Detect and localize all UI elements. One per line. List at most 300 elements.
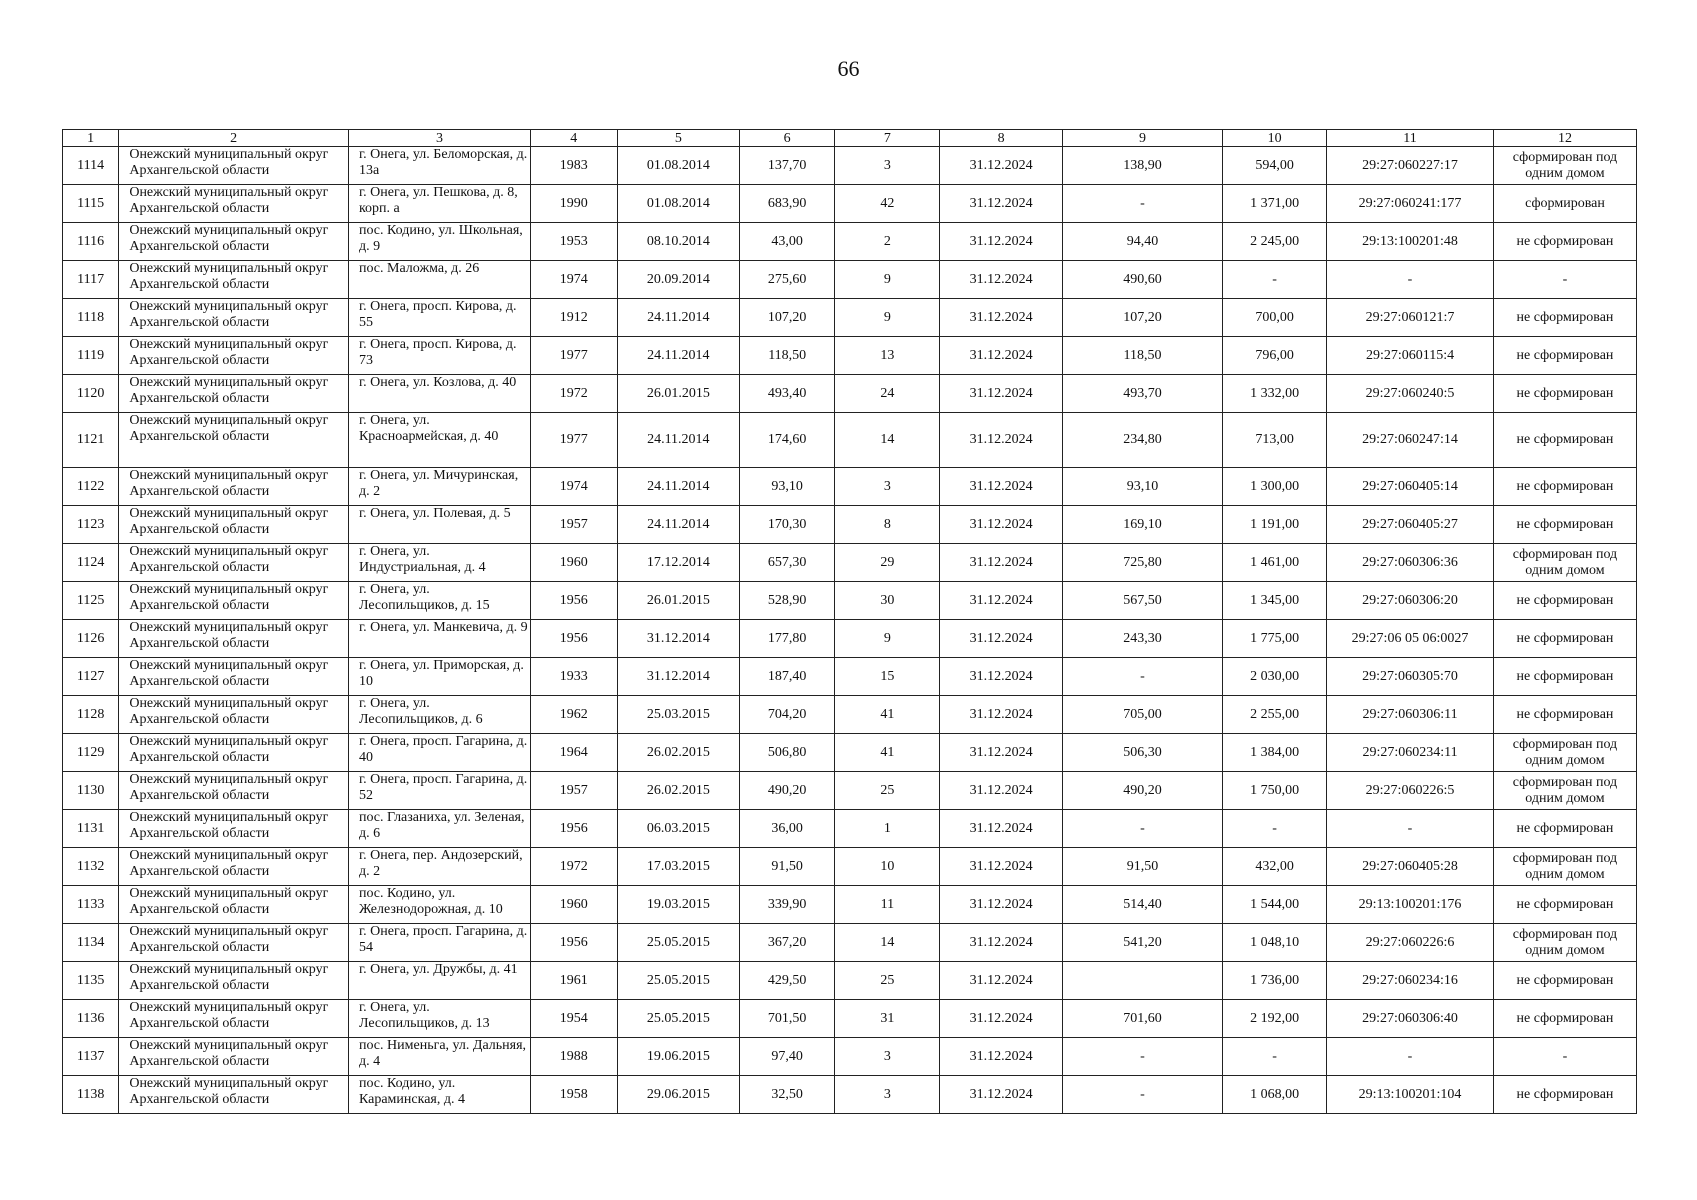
page-number: 66 <box>837 56 860 81</box>
address-cell: г. Онега, ул. Индустриальная, д. 4 <box>348 544 530 582</box>
land-status-cell: не сформирован <box>1493 620 1636 658</box>
row-number-cell: 1138 <box>63 1076 119 1114</box>
cost-cell: 1 300,00 <box>1223 468 1327 506</box>
row-number-cell: 1126 <box>63 620 119 658</box>
address-cell: г. Онега, пер. Андозерский, д. 2 <box>348 848 530 886</box>
cost-cell: 1 332,00 <box>1223 375 1327 413</box>
year-built-cell: 1988 <box>530 1038 617 1076</box>
area-cell: 93,10 <box>740 468 835 506</box>
cadastral-number-cell: - <box>1327 261 1494 299</box>
area-2-cell: - <box>1062 185 1222 223</box>
municipality-cell: Онежский муниципальный округ Архангельской области <box>119 772 349 810</box>
table-row <box>63 506 1637 544</box>
row-number-cell: 1135 <box>63 962 119 1000</box>
municipality-cell: Онежский муниципальный округ Архангельской области <box>119 1000 349 1038</box>
year-built-cell: 1957 <box>530 506 617 544</box>
table-row <box>63 924 1637 962</box>
municipality-cell: Онежский муниципальный округ Архангельской области <box>119 375 349 413</box>
area-2-cell: 701,60 <box>1062 1000 1222 1038</box>
municipality-cell: Онежский муниципальный округ Архангельской области <box>119 506 349 544</box>
deadline-cell: 31.12.2024 <box>940 261 1062 299</box>
column-header: 6 <box>740 130 835 147</box>
area-cell: 91,50 <box>740 848 835 886</box>
land-status-cell: не сформирован <box>1493 468 1636 506</box>
municipality-cell: Онежский муниципальный округ Архангельской области <box>119 810 349 848</box>
column-header: 10 <box>1223 130 1327 147</box>
land-status-cell: не сформирован <box>1493 696 1636 734</box>
cadastral-number-cell: 29:27:060247:14 <box>1327 413 1494 468</box>
land-status-cell: не сформирован <box>1493 413 1636 468</box>
cost-cell: 1 750,00 <box>1223 772 1327 810</box>
year-built-cell: 1961 <box>530 962 617 1000</box>
cadastral-number-cell: 29:27:060115:4 <box>1327 337 1494 375</box>
year-built-cell: 1972 <box>530 848 617 886</box>
count-cell: 9 <box>835 261 940 299</box>
cost-cell: 2 192,00 <box>1223 1000 1327 1038</box>
area-2-cell: 138,90 <box>1062 147 1222 185</box>
table-row <box>63 848 1637 886</box>
deadline-cell: 31.12.2024 <box>940 810 1062 848</box>
area-cell: 528,90 <box>740 582 835 620</box>
area-cell: 493,40 <box>740 375 835 413</box>
area-2-cell: 243,30 <box>1062 620 1222 658</box>
area-2-cell: 118,50 <box>1062 337 1222 375</box>
date-cell: 24.11.2014 <box>617 468 739 506</box>
deadline-cell: 31.12.2024 <box>940 734 1062 772</box>
table-row <box>63 696 1637 734</box>
cost-cell: 1 345,00 <box>1223 582 1327 620</box>
table-row <box>63 544 1637 582</box>
count-cell: 14 <box>835 924 940 962</box>
count-cell: 15 <box>835 658 940 696</box>
count-cell: 14 <box>835 413 940 468</box>
row-number-cell: 1117 <box>63 261 119 299</box>
deadline-cell: 31.12.2024 <box>940 1038 1062 1076</box>
land-status-cell: не сформирован <box>1493 810 1636 848</box>
area-cell: 174,60 <box>740 413 835 468</box>
count-cell: 10 <box>835 848 940 886</box>
date-cell: 26.01.2015 <box>617 582 739 620</box>
municipality-cell: Онежский муниципальный округ Архангельской области <box>119 185 349 223</box>
cost-cell: 1 461,00 <box>1223 544 1327 582</box>
table-row <box>63 185 1637 223</box>
land-status-cell: не сформирован <box>1493 658 1636 696</box>
date-cell: 01.08.2014 <box>617 185 739 223</box>
date-cell: 06.03.2015 <box>617 810 739 848</box>
land-status-cell: не сформирован <box>1493 886 1636 924</box>
count-cell: 42 <box>835 185 940 223</box>
cost-cell: - <box>1223 810 1327 848</box>
municipality-cell: Онежский муниципальный округ Архангельской области <box>119 337 349 375</box>
area-2-cell: 514,40 <box>1062 886 1222 924</box>
count-cell: 11 <box>835 886 940 924</box>
area-cell: 32,50 <box>740 1076 835 1114</box>
year-built-cell: 1954 <box>530 1000 617 1038</box>
cadastral-number-cell: 29:27:06 05 06:0027 <box>1327 620 1494 658</box>
date-cell: 25.03.2015 <box>617 696 739 734</box>
land-status-cell: не сформирован <box>1493 223 1636 261</box>
date-cell: 24.11.2014 <box>617 506 739 544</box>
cost-cell: 1 048,10 <box>1223 924 1327 962</box>
date-cell: 24.11.2014 <box>617 413 739 468</box>
row-number-cell: 1123 <box>63 506 119 544</box>
cadastral-number-cell: 29:27:060306:20 <box>1327 582 1494 620</box>
address-cell: г. Онега, ул. Мичуринская, д. 2 <box>348 468 530 506</box>
area-2-cell: 93,10 <box>1062 468 1222 506</box>
cadastral-number-cell: 29:27:060226:5 <box>1327 772 1494 810</box>
date-cell: 20.09.2014 <box>617 261 739 299</box>
address-cell: г. Онега, просп. Кирова, д. 73 <box>348 337 530 375</box>
count-cell: 2 <box>835 223 940 261</box>
land-status-cell: сформирован <box>1493 185 1636 223</box>
date-cell: 31.12.2014 <box>617 658 739 696</box>
municipality-cell: Онежский муниципальный округ Архангельской области <box>119 886 349 924</box>
area-cell: 506,80 <box>740 734 835 772</box>
land-status-cell: - <box>1493 261 1636 299</box>
municipality-cell: Онежский муниципальный округ Архангельской области <box>119 544 349 582</box>
cost-cell: 796,00 <box>1223 337 1327 375</box>
table-row <box>63 734 1637 772</box>
land-status-cell: не сформирован <box>1493 299 1636 337</box>
table-row <box>63 962 1637 1000</box>
year-built-cell: 1956 <box>530 620 617 658</box>
year-built-cell: 1933 <box>530 658 617 696</box>
cost-cell: 1 371,00 <box>1223 185 1327 223</box>
address-cell: г. Онега, ул. Лесопильщиков, д. 6 <box>348 696 530 734</box>
municipality-cell: Онежский муниципальный округ Архангельской области <box>119 696 349 734</box>
table-row <box>63 1038 1637 1076</box>
year-built-cell: 1983 <box>530 147 617 185</box>
area-cell: 275,60 <box>740 261 835 299</box>
municipality-cell: Онежский муниципальный округ Архангельской области <box>119 261 349 299</box>
area-2-cell: - <box>1062 658 1222 696</box>
year-built-cell: 1964 <box>530 734 617 772</box>
deadline-cell: 31.12.2024 <box>940 772 1062 810</box>
count-cell: 9 <box>835 299 940 337</box>
cost-cell: 594,00 <box>1223 147 1327 185</box>
cost-cell: 1 384,00 <box>1223 734 1327 772</box>
row-number-cell: 1120 <box>63 375 119 413</box>
year-built-cell: 1953 <box>530 223 617 261</box>
column-header: 4 <box>530 130 617 147</box>
area-2-cell: - <box>1062 1038 1222 1076</box>
land-status-cell: сформирован под одним домом <box>1493 734 1636 772</box>
area-2-cell: 725,80 <box>1062 544 1222 582</box>
land-status-cell: сформирован под одним домом <box>1493 544 1636 582</box>
deadline-cell: 31.12.2024 <box>940 337 1062 375</box>
area-cell: 429,50 <box>740 962 835 1000</box>
deadline-cell: 31.12.2024 <box>940 468 1062 506</box>
cost-cell: 2 255,00 <box>1223 696 1327 734</box>
count-cell: 29 <box>835 544 940 582</box>
cadastral-number-cell: 29:13:100201:176 <box>1327 886 1494 924</box>
cost-cell: 713,00 <box>1223 413 1327 468</box>
land-status-cell: не сформирован <box>1493 582 1636 620</box>
cost-cell: - <box>1223 261 1327 299</box>
address-cell: г. Онега, ул. Лесопильщиков, д. 15 <box>348 582 530 620</box>
address-cell: г. Онега, ул. Пешкова, д. 8, корп. а <box>348 185 530 223</box>
row-number-cell: 1118 <box>63 299 119 337</box>
address-cell: г. Онега, просп. Кирова, д. 55 <box>348 299 530 337</box>
address-cell: г. Онега, ул. Приморская, д. 10 <box>348 658 530 696</box>
municipality-cell: Онежский муниципальный округ Архангельской области <box>119 848 349 886</box>
deadline-cell: 31.12.2024 <box>940 658 1062 696</box>
cost-cell: - <box>1223 1038 1327 1076</box>
count-cell: 24 <box>835 375 940 413</box>
date-cell: 25.05.2015 <box>617 924 739 962</box>
table-row <box>63 337 1637 375</box>
year-built-cell: 1956 <box>530 924 617 962</box>
municipality-cell: Онежский муниципальный округ Архангельской области <box>119 1038 349 1076</box>
cost-cell: 2 245,00 <box>1223 223 1327 261</box>
row-number-cell: 1119 <box>63 337 119 375</box>
area-cell: 118,50 <box>740 337 835 375</box>
area-2-cell: 490,20 <box>1062 772 1222 810</box>
address-cell: пос. Кодино, ул. Школьная, д. 9 <box>348 223 530 261</box>
land-status-cell: - <box>1493 1038 1636 1076</box>
date-cell: 25.05.2015 <box>617 962 739 1000</box>
area-cell: 683,90 <box>740 185 835 223</box>
date-cell: 08.10.2014 <box>617 223 739 261</box>
row-number-cell: 1115 <box>63 185 119 223</box>
area-cell: 701,50 <box>740 1000 835 1038</box>
cadastral-number-cell: 29:27:060241:177 <box>1327 185 1494 223</box>
count-cell: 31 <box>835 1000 940 1038</box>
date-cell: 31.12.2014 <box>617 620 739 658</box>
year-built-cell: 1956 <box>530 582 617 620</box>
table-row <box>63 810 1637 848</box>
cost-cell: 1 068,00 <box>1223 1076 1327 1114</box>
area-cell: 367,20 <box>740 924 835 962</box>
row-number-cell: 1129 <box>63 734 119 772</box>
date-cell: 26.02.2015 <box>617 734 739 772</box>
column-header: 3 <box>348 130 530 147</box>
row-number-cell: 1121 <box>63 413 119 468</box>
area-2-cell: 94,40 <box>1062 223 1222 261</box>
deadline-cell: 31.12.2024 <box>940 962 1062 1000</box>
area-2-cell: 506,30 <box>1062 734 1222 772</box>
deadline-cell: 31.12.2024 <box>940 506 1062 544</box>
count-cell: 3 <box>835 1038 940 1076</box>
table-body <box>63 147 1637 1114</box>
year-built-cell: 1912 <box>530 299 617 337</box>
deadline-cell: 31.12.2024 <box>940 696 1062 734</box>
address-cell: пос. Кодино, ул. Железнодорожная, д. 10 <box>348 886 530 924</box>
row-number-cell: 1114 <box>63 147 119 185</box>
cadastral-number-cell: 29:27:060227:17 <box>1327 147 1494 185</box>
area-cell: 137,70 <box>740 147 835 185</box>
area-cell: 177,80 <box>740 620 835 658</box>
column-header: 11 <box>1327 130 1494 147</box>
housing-registry-table <box>62 129 1637 1114</box>
address-cell: пос. Глазаниха, ул. Зеленая, д. 6 <box>348 810 530 848</box>
deadline-cell: 31.12.2024 <box>940 886 1062 924</box>
column-header: 12 <box>1493 130 1636 147</box>
year-built-cell: 1977 <box>530 337 617 375</box>
cadastral-number-cell: 29:27:060234:11 <box>1327 734 1494 772</box>
year-built-cell: 1956 <box>530 810 617 848</box>
cost-cell: 432,00 <box>1223 848 1327 886</box>
date-cell: 26.01.2015 <box>617 375 739 413</box>
address-cell: г. Онега, просп. Гагарина, д. 54 <box>348 924 530 962</box>
municipality-cell: Онежский муниципальный округ Архангельской области <box>119 962 349 1000</box>
table-row <box>63 375 1637 413</box>
deadline-cell: 31.12.2024 <box>940 544 1062 582</box>
municipality-cell: Онежский муниципальный округ Архангельской области <box>119 223 349 261</box>
column-header: 5 <box>617 130 739 147</box>
area-2-cell: - <box>1062 1076 1222 1114</box>
row-number-cell: 1132 <box>63 848 119 886</box>
date-cell: 19.06.2015 <box>617 1038 739 1076</box>
cost-cell: 700,00 <box>1223 299 1327 337</box>
date-cell: 17.12.2014 <box>617 544 739 582</box>
cadastral-number-cell: 29:27:060405:14 <box>1327 468 1494 506</box>
area-2-cell <box>1062 962 1222 1000</box>
area-cell: 339,90 <box>740 886 835 924</box>
land-status-cell: не сформирован <box>1493 1000 1636 1038</box>
address-cell: г. Онега, просп. Гагарина, д. 52 <box>348 772 530 810</box>
row-number-cell: 1134 <box>63 924 119 962</box>
column-header: 8 <box>940 130 1062 147</box>
deadline-cell: 31.12.2024 <box>940 413 1062 468</box>
deadline-cell: 31.12.2024 <box>940 848 1062 886</box>
cadastral-number-cell: 29:13:100201:48 <box>1327 223 1494 261</box>
row-number-cell: 1137 <box>63 1038 119 1076</box>
cadastral-number-cell: 29:27:060305:70 <box>1327 658 1494 696</box>
address-cell: г. Онега, ул. Полевая, д. 5 <box>348 506 530 544</box>
address-cell: пос. Маложма, д. 26 <box>348 261 530 299</box>
cadastral-number-cell: - <box>1327 1038 1494 1076</box>
cadastral-number-cell: 29:27:060306:36 <box>1327 544 1494 582</box>
column-header: 7 <box>835 130 940 147</box>
address-cell: г. Онега, ул. Беломорская, д. 13а <box>348 147 530 185</box>
municipality-cell: Онежский муниципальный округ Архангельской области <box>119 620 349 658</box>
deadline-cell: 31.12.2024 <box>940 185 1062 223</box>
year-built-cell: 1990 <box>530 185 617 223</box>
address-cell: пос. Кодино, ул. Караминская, д. 4 <box>348 1076 530 1114</box>
land-status-cell: сформирован под одним домом <box>1493 924 1636 962</box>
area-2-cell: 234,80 <box>1062 413 1222 468</box>
date-cell: 01.08.2014 <box>617 147 739 185</box>
year-built-cell: 1977 <box>530 413 617 468</box>
deadline-cell: 31.12.2024 <box>940 299 1062 337</box>
address-cell: г. Онега, ул. Лесопильщиков, д. 13 <box>348 1000 530 1038</box>
address-cell: г. Онега, ул. Манкевича, д. 9 <box>348 620 530 658</box>
date-cell: 29.06.2015 <box>617 1076 739 1114</box>
count-cell: 1 <box>835 810 940 848</box>
address-cell: г. Онега, ул. Красноармейская, д. 40 <box>348 413 530 468</box>
municipality-cell: Онежский муниципальный округ Архангельской области <box>119 924 349 962</box>
area-cell: 704,20 <box>740 696 835 734</box>
cost-cell: 1 775,00 <box>1223 620 1327 658</box>
area-cell: 170,30 <box>740 506 835 544</box>
cadastral-number-cell: 29:27:060405:27 <box>1327 506 1494 544</box>
land-status-cell: не сформирован <box>1493 506 1636 544</box>
row-number-cell: 1136 <box>63 1000 119 1038</box>
column-header: 9 <box>1062 130 1222 147</box>
land-status-cell: сформирован под одним домом <box>1493 848 1636 886</box>
area-2-cell: 91,50 <box>1062 848 1222 886</box>
cadastral-number-cell: 29:27:060240:5 <box>1327 375 1494 413</box>
cost-cell: 1 191,00 <box>1223 506 1327 544</box>
date-cell: 24.11.2014 <box>617 299 739 337</box>
table-row <box>63 299 1637 337</box>
date-cell: 25.05.2015 <box>617 1000 739 1038</box>
area-2-cell: 705,00 <box>1062 696 1222 734</box>
count-cell: 3 <box>835 1076 940 1114</box>
land-status-cell: сформирован под одним домом <box>1493 147 1636 185</box>
area-2-cell: - <box>1062 810 1222 848</box>
deadline-cell: 31.12.2024 <box>940 1076 1062 1114</box>
table-row <box>63 147 1637 185</box>
count-cell: 25 <box>835 962 940 1000</box>
table-row <box>63 413 1637 468</box>
count-cell: 25 <box>835 772 940 810</box>
year-built-cell: 1974 <box>530 261 617 299</box>
area-2-cell: 490,60 <box>1062 261 1222 299</box>
table-row <box>63 1000 1637 1038</box>
column-header: 2 <box>119 130 349 147</box>
row-number-cell: 1127 <box>63 658 119 696</box>
address-cell: г. Онега, просп. Гагарина, д. 40 <box>348 734 530 772</box>
column-number-row <box>63 130 1637 147</box>
count-cell: 9 <box>835 620 940 658</box>
column-header: 1 <box>63 130 119 147</box>
cadastral-number-cell: 29:27:060234:16 <box>1327 962 1494 1000</box>
address-cell: г. Онега, ул. Дружбы, д. 41 <box>348 962 530 1000</box>
cadastral-number-cell: 29:27:060306:11 <box>1327 696 1494 734</box>
year-built-cell: 1974 <box>530 468 617 506</box>
address-cell: г. Онега, ул. Козлова, д. 40 <box>348 375 530 413</box>
count-cell: 3 <box>835 468 940 506</box>
date-cell: 24.11.2014 <box>617 337 739 375</box>
deadline-cell: 31.12.2024 <box>940 147 1062 185</box>
count-cell: 13 <box>835 337 940 375</box>
land-status-cell: не сформирован <box>1493 337 1636 375</box>
area-cell: 97,40 <box>740 1038 835 1076</box>
address-cell: пос. Нименьга, ул. Дальняя, д. 4 <box>348 1038 530 1076</box>
deadline-cell: 31.12.2024 <box>940 582 1062 620</box>
land-status-cell: сформирован под одним домом <box>1493 772 1636 810</box>
cadastral-number-cell: 29:27:060121:7 <box>1327 299 1494 337</box>
municipality-cell: Онежский муниципальный округ Архангельской области <box>119 582 349 620</box>
table-row <box>63 620 1637 658</box>
land-status-cell: не сформирован <box>1493 375 1636 413</box>
area-cell: 490,20 <box>740 772 835 810</box>
row-number-cell: 1122 <box>63 468 119 506</box>
area-2-cell: 107,20 <box>1062 299 1222 337</box>
cadastral-number-cell: 29:27:060405:28 <box>1327 848 1494 886</box>
count-cell: 3 <box>835 147 940 185</box>
year-built-cell: 1960 <box>530 544 617 582</box>
count-cell: 8 <box>835 506 940 544</box>
municipality-cell: Онежский муниципальный округ Архангельской области <box>119 468 349 506</box>
municipality-cell: Онежский муниципальный округ Архангельской области <box>119 658 349 696</box>
area-2-cell: 541,20 <box>1062 924 1222 962</box>
row-number-cell: 1125 <box>63 582 119 620</box>
area-cell: 36,00 <box>740 810 835 848</box>
cadastral-number-cell: 29:27:060226:6 <box>1327 924 1494 962</box>
row-number-cell: 1130 <box>63 772 119 810</box>
year-built-cell: 1972 <box>530 375 617 413</box>
year-built-cell: 1957 <box>530 772 617 810</box>
table-row <box>63 1076 1637 1114</box>
count-cell: 41 <box>835 696 940 734</box>
deadline-cell: 31.12.2024 <box>940 620 1062 658</box>
cadastral-number-cell: - <box>1327 810 1494 848</box>
table-row <box>63 886 1637 924</box>
municipality-cell: Онежский муниципальный округ Архангельской области <box>119 147 349 185</box>
